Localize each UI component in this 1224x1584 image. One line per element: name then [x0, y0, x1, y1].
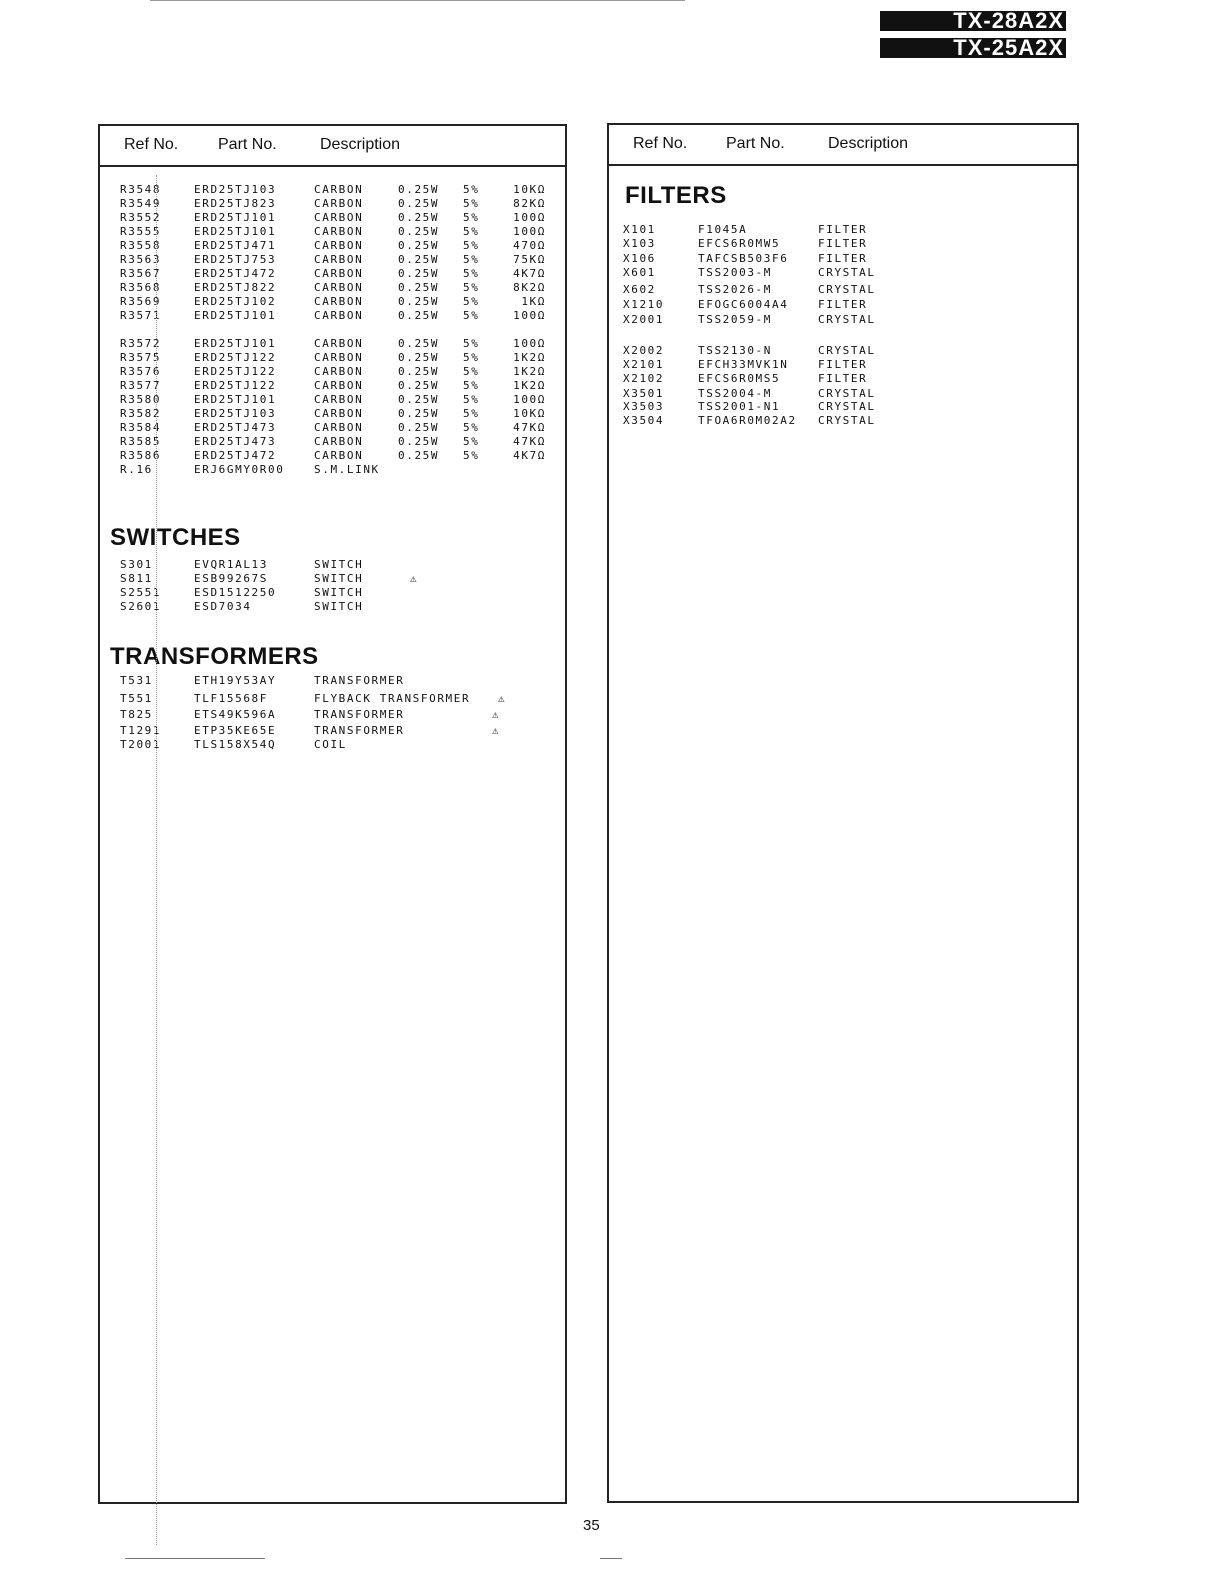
tolerance: 5% — [463, 351, 480, 364]
column-header-left — [100, 126, 565, 167]
tolerance: 5% — [463, 435, 480, 448]
ref-no: T1291 — [120, 724, 162, 737]
safety-mark-icon: ⚠ — [498, 692, 507, 705]
table-row — [100, 281, 550, 295]
table-row — [609, 372, 1059, 386]
ref-no: X3504 — [623, 414, 665, 427]
resistance-value: 100Ω — [513, 225, 546, 238]
safety-mark-icon: ⚠ — [492, 724, 501, 737]
part-no: ERD25TJ102 — [194, 295, 277, 308]
description: FILTER — [818, 298, 868, 311]
ref-no: R3572 — [120, 337, 162, 350]
ref-no: S2551 — [120, 586, 162, 599]
table-row — [100, 197, 550, 211]
table-row — [100, 586, 550, 600]
resistance-value: 1K2Ω — [513, 379, 546, 392]
table-row — [100, 738, 550, 752]
description: CARBON — [314, 379, 364, 392]
table-row — [100, 393, 550, 407]
ref-no: X106 — [623, 252, 656, 265]
part-no: ESD7034 — [194, 600, 252, 613]
header-description: Description — [828, 135, 909, 152]
model-badge-1: TX-28A2X — [880, 11, 1066, 31]
part-no: TLF15568F — [194, 692, 269, 705]
wattage: 0.25W — [398, 267, 440, 280]
ref-no: R3582 — [120, 407, 162, 420]
resistance-value: 75KΩ — [513, 253, 546, 266]
resistance-value: 4K7Ω — [513, 267, 546, 280]
description: COIL — [314, 738, 347, 751]
description: CRYSTAL — [818, 387, 876, 400]
part-no: EFCS6R0MW5 — [698, 237, 781, 250]
tolerance: 5% — [463, 197, 480, 210]
part-no: TSS2059-M — [698, 313, 773, 326]
ref-no: R3577 — [120, 379, 162, 392]
table-row — [100, 463, 550, 477]
part-no: ERD25TJ101 — [194, 225, 277, 238]
wattage: 0.25W — [398, 337, 440, 350]
parts-panel-right — [607, 123, 1079, 1503]
part-no: ERD25TJ101 — [194, 211, 277, 224]
table-row — [609, 313, 1059, 327]
header-part-no: Part No. — [218, 136, 277, 153]
wattage: 0.25W — [398, 379, 440, 392]
table-row — [609, 414, 1059, 428]
footer-rule — [125, 1558, 265, 1559]
part-no: TFOA6R0M02A2 — [698, 414, 797, 427]
table-row — [100, 267, 550, 281]
header-part-no: Part No. — [726, 135, 785, 152]
table-row — [100, 365, 550, 379]
resistance-value: 82KΩ — [513, 197, 546, 210]
description: CRYSTAL — [818, 414, 876, 427]
ref-no: S811 — [120, 572, 153, 585]
ref-no: S2601 — [120, 600, 162, 613]
ref-no: R.16 — [120, 463, 153, 476]
wattage: 0.25W — [398, 211, 440, 224]
wattage: 0.25W — [398, 225, 440, 238]
ref-no: R3549 — [120, 197, 162, 210]
tolerance: 5% — [463, 281, 480, 294]
part-no: TLS158X54Q — [194, 738, 277, 751]
table-row — [100, 449, 550, 463]
ref-no: X601 — [623, 266, 656, 279]
ref-no: R3580 — [120, 393, 162, 406]
description: CARBON — [314, 351, 364, 364]
description: CARBON — [314, 197, 364, 210]
description: FILTER — [818, 358, 868, 371]
tolerance: 5% — [463, 309, 480, 322]
wattage: 0.25W — [398, 351, 440, 364]
safety-mark-icon: ⚠ — [492, 708, 501, 721]
resistance-value: 1K2Ω — [513, 351, 546, 364]
ref-no: X3501 — [623, 387, 665, 400]
wattage: 0.25W — [398, 365, 440, 378]
part-no: ERD25TJ122 — [194, 365, 277, 378]
part-no: ETS49K596A — [194, 708, 277, 721]
wattage: 0.25W — [398, 239, 440, 252]
part-no: ERD25TJ472 — [194, 449, 277, 462]
resistance-value: 100Ω — [513, 337, 546, 350]
description: CRYSTAL — [818, 400, 876, 413]
description: CARBON — [314, 337, 364, 350]
part-no: TSS2001-N1 — [698, 400, 781, 413]
table-row — [100, 239, 550, 253]
part-no: ERD25TJ472 — [194, 267, 277, 280]
part-no: ERJ6GMY0R00 — [194, 463, 285, 476]
ref-no: R3568 — [120, 281, 162, 294]
description: CARBON — [314, 309, 364, 322]
description: FLYBACK TRANSFORMER — [314, 692, 471, 705]
section-title-filters: FILTERS — [625, 182, 727, 209]
part-no: ERD25TJ122 — [194, 379, 277, 392]
wattage: 0.25W — [398, 421, 440, 434]
table-row — [100, 572, 550, 586]
description: FILTER — [818, 252, 868, 265]
part-no: ERD25TJ122 — [194, 351, 277, 364]
resistance-value: 1K2Ω — [513, 365, 546, 378]
part-no: EFOGC6004A4 — [698, 298, 789, 311]
ref-no: T551 — [120, 692, 153, 705]
resistance-value: 4K7Ω — [513, 449, 546, 462]
description: CARBON — [314, 183, 364, 196]
tolerance: 5% — [463, 407, 480, 420]
table-row — [100, 674, 550, 688]
resistance-value: 10KΩ — [513, 183, 546, 196]
table-row — [609, 237, 1059, 251]
tolerance: 5% — [463, 225, 480, 238]
ref-no: R3555 — [120, 225, 162, 238]
resistance-value: 10KΩ — [513, 407, 546, 420]
ref-no: X103 — [623, 237, 656, 250]
table-row — [609, 358, 1059, 372]
model-badge-2: TX-25A2X — [880, 38, 1066, 58]
part-no: ERD25TJ101 — [194, 309, 277, 322]
resistance-value: 100Ω — [513, 309, 546, 322]
description: CARBON — [314, 253, 364, 266]
part-no: TSS2004-M — [698, 387, 773, 400]
part-no: F1045A — [698, 223, 748, 236]
part-no: TAFCSB503F6 — [698, 252, 789, 265]
table-row — [609, 266, 1059, 280]
table-row — [100, 708, 550, 722]
table-row — [100, 692, 550, 706]
ref-no: R3585 — [120, 435, 162, 448]
table-row — [609, 298, 1059, 312]
description: SWITCH — [314, 572, 364, 585]
table-row — [100, 558, 550, 572]
ref-no: R3548 — [120, 183, 162, 196]
description: TRANSFORMER — [314, 708, 405, 721]
table-row — [100, 225, 550, 239]
tolerance: 5% — [463, 365, 480, 378]
part-no: EFCS6R0MS5 — [698, 372, 781, 385]
resistance-value: 47KΩ — [513, 421, 546, 434]
ref-no: X1210 — [623, 298, 665, 311]
description: CARBON — [314, 435, 364, 448]
section-title-transformers: TRANSFORMERS — [110, 643, 319, 670]
table-row — [609, 252, 1059, 266]
wattage: 0.25W — [398, 281, 440, 294]
part-no: ERD25TJ822 — [194, 281, 277, 294]
ref-no: X2001 — [623, 313, 665, 326]
wattage: 0.25W — [398, 197, 440, 210]
description: CARBON — [314, 449, 364, 462]
tolerance: 5% — [463, 183, 480, 196]
top-rule — [150, 0, 685, 1]
part-no: TSS2130-N — [698, 344, 773, 357]
description: CRYSTAL — [818, 313, 876, 326]
header-description: Description — [320, 136, 401, 153]
table-row — [100, 211, 550, 225]
description: CARBON — [314, 267, 364, 280]
table-row — [100, 253, 550, 267]
header-ref-no: Ref No. — [124, 136, 179, 153]
part-no: ETH19Y53AY — [194, 674, 277, 687]
part-no: ERD25TJ103 — [194, 183, 277, 196]
ref-no: X2101 — [623, 358, 665, 371]
table-row — [100, 600, 550, 614]
description: CARBON — [314, 407, 364, 420]
part-no: TSS2003-M — [698, 266, 773, 279]
description: CRYSTAL — [818, 344, 876, 357]
resistance-value: 100Ω — [513, 211, 546, 224]
description: CRYSTAL — [818, 266, 876, 279]
tolerance: 5% — [463, 253, 480, 266]
parts-panel-left — [98, 124, 567, 1504]
tolerance: 5% — [463, 295, 480, 308]
table-row — [100, 337, 550, 351]
ref-no: R3569 — [120, 295, 162, 308]
part-no: ESB99267S — [194, 572, 269, 585]
tolerance: 5% — [463, 393, 480, 406]
description: CARBON — [314, 239, 364, 252]
part-no: ERD25TJ101 — [194, 393, 277, 406]
ref-no: T2001 — [120, 738, 162, 751]
description: CARBON — [314, 365, 364, 378]
table-row — [609, 400, 1059, 414]
table-row — [100, 407, 550, 421]
section-title-switches: SWITCHES — [110, 524, 241, 551]
table-row — [609, 223, 1059, 237]
table-row — [100, 309, 550, 323]
table-row — [100, 435, 550, 449]
table-row — [100, 724, 550, 738]
part-no: ESD1512250 — [194, 586, 277, 599]
ref-no: R3584 — [120, 421, 162, 434]
table-row — [100, 379, 550, 393]
part-no: ERD25TJ101 — [194, 337, 277, 350]
tolerance: 5% — [463, 449, 480, 462]
part-no: ERD25TJ473 — [194, 421, 277, 434]
ref-no: X3503 — [623, 400, 665, 413]
ref-no: R3571 — [120, 309, 162, 322]
resistance-value: 100Ω — [513, 393, 546, 406]
table-row — [100, 351, 550, 365]
description: CARBON — [314, 281, 364, 294]
table-row — [609, 387, 1059, 401]
wattage: 0.25W — [398, 295, 440, 308]
table-row — [609, 283, 1059, 297]
ref-no: T531 — [120, 674, 153, 687]
wattage: 0.25W — [398, 309, 440, 322]
footer-rule — [600, 1558, 622, 1559]
resistance-value: 47KΩ — [513, 435, 546, 448]
description: CRYSTAL — [818, 283, 876, 296]
ref-no: R3586 — [120, 449, 162, 462]
part-no: ERD25TJ823 — [194, 197, 277, 210]
part-no: TSS2026-M — [698, 283, 773, 296]
ref-no: X2002 — [623, 344, 665, 357]
tolerance: 5% — [463, 267, 480, 280]
page-number: 35 — [583, 1517, 600, 1534]
table-row — [100, 183, 550, 197]
resistance-value: 1KΩ — [521, 295, 546, 308]
wattage: 0.25W — [398, 253, 440, 266]
part-no: ERD25TJ473 — [194, 435, 277, 448]
wattage: 0.25W — [398, 449, 440, 462]
description: CARBON — [314, 295, 364, 308]
description: SWITCH — [314, 586, 364, 599]
resistance-value: 8K2Ω — [513, 281, 546, 294]
description: TRANSFORMER — [314, 674, 405, 687]
description: S.M.LINK — [314, 463, 380, 476]
ref-no: R3575 — [120, 351, 162, 364]
wattage: 0.25W — [398, 435, 440, 448]
ref-no: X602 — [623, 283, 656, 296]
tolerance: 5% — [463, 211, 480, 224]
part-no: ERD25TJ103 — [194, 407, 277, 420]
tolerance: 5% — [463, 239, 480, 252]
resistance-value: 470Ω — [513, 239, 546, 252]
wattage: 0.25W — [398, 393, 440, 406]
ref-no: R3567 — [120, 267, 162, 280]
part-no: ERD25TJ753 — [194, 253, 277, 266]
description: TRANSFORMER — [314, 724, 405, 737]
tolerance: 5% — [463, 421, 480, 434]
wattage: 0.25W — [398, 183, 440, 196]
description: CARBON — [314, 225, 364, 238]
ref-no: X2102 — [623, 372, 665, 385]
description: CARBON — [314, 211, 364, 224]
description: CARBON — [314, 393, 364, 406]
part-no: ETP35KE65E — [194, 724, 277, 737]
table-row — [609, 344, 1059, 358]
table-row — [100, 421, 550, 435]
ref-no: R3576 — [120, 365, 162, 378]
column-header-right — [609, 125, 1077, 166]
part-no: EVQR1AL13 — [194, 558, 269, 571]
tolerance: 5% — [463, 379, 480, 392]
ref-no: R3563 — [120, 253, 162, 266]
ref-no: R3552 — [120, 211, 162, 224]
description: FILTER — [818, 237, 868, 250]
tolerance: 5% — [463, 337, 480, 350]
table-row — [100, 295, 550, 309]
ref-no: S301 — [120, 558, 153, 571]
scan-dotted-line — [156, 175, 157, 1545]
description: CARBON — [314, 421, 364, 434]
ref-no: T825 — [120, 708, 153, 721]
ref-no: R3558 — [120, 239, 162, 252]
description: SWITCH — [314, 600, 364, 613]
description: FILTER — [818, 372, 868, 385]
part-no: EFCH33MVK1N — [698, 358, 789, 371]
wattage: 0.25W — [398, 407, 440, 420]
ref-no: X101 — [623, 223, 656, 236]
header-ref-no: Ref No. — [633, 135, 688, 152]
description: FILTER — [818, 223, 868, 236]
part-no: ERD25TJ471 — [194, 239, 277, 252]
safety-mark-icon: ⚠ — [410, 572, 419, 585]
description: SWITCH — [314, 558, 364, 571]
